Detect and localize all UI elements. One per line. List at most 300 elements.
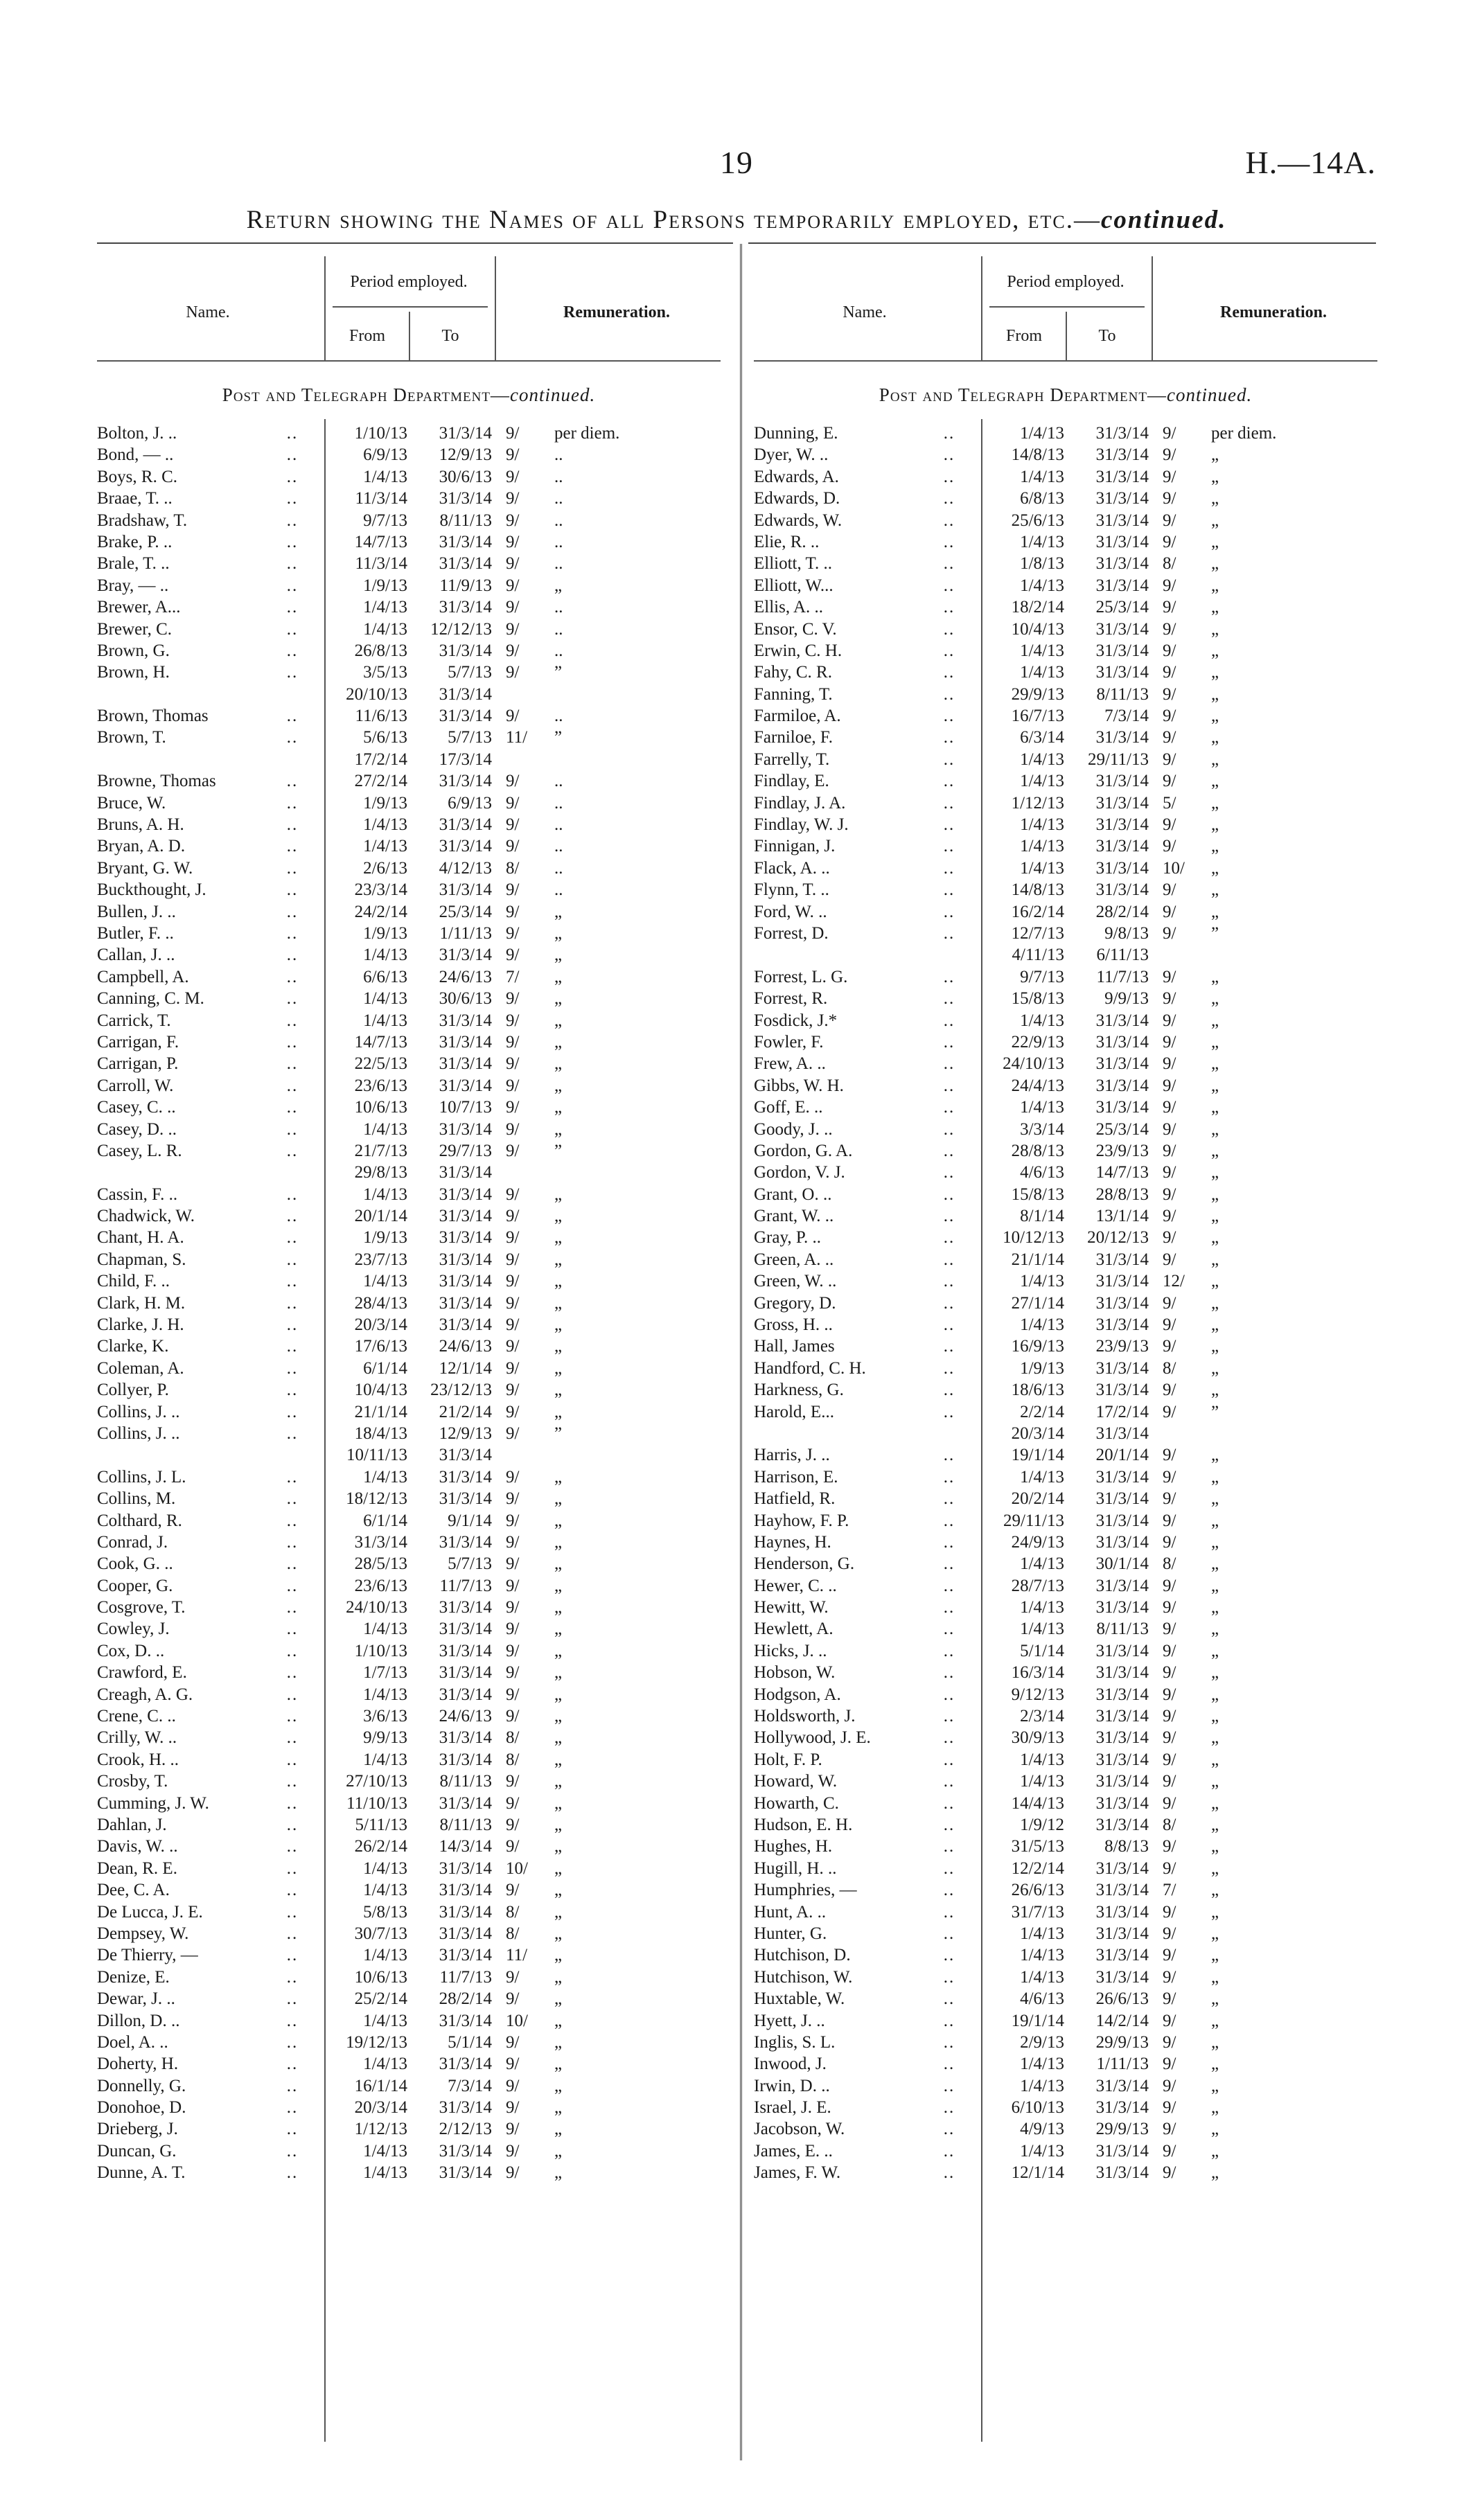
row-to: 31/3/14 xyxy=(1095,1750,1149,1769)
row-to: 25/3/14 xyxy=(439,902,492,921)
leader-dots: .. xyxy=(943,858,955,878)
leader-dots: .. xyxy=(286,1641,299,1660)
row-to: 6/9/13 xyxy=(448,793,492,813)
row-name: Edwards, A. xyxy=(754,467,839,486)
row-remuneration: 9/ xyxy=(506,641,520,660)
row-rate-unit: .. xyxy=(554,511,563,530)
row-name: Hughes, H. xyxy=(754,1837,833,1856)
row-to: 29/9/13 xyxy=(1095,2120,1149,2139)
row-to: 25/3/14 xyxy=(1095,598,1149,617)
row-to: 17/2/14 xyxy=(1095,1402,1149,1421)
row-to: 31/3/14 xyxy=(439,2011,492,2030)
row-name: Dunne, A. T. xyxy=(97,2163,186,2183)
row-to: 24/6/13 xyxy=(439,967,492,986)
leader-dots: .. xyxy=(943,923,955,943)
row-remuneration: 9/ xyxy=(506,489,520,508)
row-rate-unit: „ xyxy=(1211,1793,1219,1813)
row-remuneration: 9/ xyxy=(506,1076,520,1095)
leader-dots: .. xyxy=(286,1381,299,1400)
row-remuneration: 7/ xyxy=(506,967,520,986)
row-to: 12/9/13 xyxy=(439,1423,492,1443)
row-name: Cooper, G. xyxy=(97,1576,173,1595)
row-rate-unit: .. xyxy=(554,707,563,726)
row-name: Bray, — .. xyxy=(97,576,169,595)
row-remuneration: 9/ xyxy=(1163,1293,1176,1313)
row-to: 31/3/14 xyxy=(1095,1467,1149,1487)
row-to: 31/3/14 xyxy=(1095,511,1149,530)
row-from: 16/7/13 xyxy=(1011,707,1064,726)
row-from: 26/6/13 xyxy=(1011,1881,1064,1900)
table-row xyxy=(754,2162,1377,2183)
table-row xyxy=(754,1053,1377,1074)
row-from: 10/6/13 xyxy=(354,1098,407,1117)
row-name: James, F. W. xyxy=(754,2163,841,2183)
row-from: 4/9/13 xyxy=(1020,2120,1064,2139)
leader-dots: .. xyxy=(286,1423,299,1443)
row-name: Hudson, E. H. xyxy=(754,1816,853,1834)
row-name: Dean, R. E. xyxy=(97,1858,177,1878)
row-name: Bradshaw, T. xyxy=(97,511,188,530)
header-rule xyxy=(754,360,1377,362)
table-row xyxy=(97,1640,721,1662)
row-remuneration: 9/ xyxy=(1163,1663,1176,1683)
table-row xyxy=(97,575,721,596)
row-rate-unit: „ xyxy=(1211,1228,1219,1248)
row-remuneration: 9/ xyxy=(1163,1011,1176,1030)
row-from: 16/3/14 xyxy=(1011,1663,1064,1683)
row-name: Chapman, S. xyxy=(97,1250,186,1269)
row-rate-unit: „ xyxy=(554,1337,563,1356)
row-to: 31/3/14 xyxy=(1095,1816,1149,1834)
row-remuneration: 9/ xyxy=(506,2141,520,2160)
row-name: Huxtable, W. xyxy=(754,1989,845,2009)
row-name: Henderson, G. xyxy=(754,1554,855,1574)
leader-dots: .. xyxy=(286,1250,299,1269)
table-row xyxy=(97,1944,721,1966)
row-to: 31/3/14 xyxy=(439,1315,492,1335)
row-to: 9/1/14 xyxy=(448,1511,492,1530)
row-name: Finnigan, J. xyxy=(754,837,836,856)
row-name: Harris, J. .. xyxy=(754,1446,830,1465)
row-to: 31/3/14 xyxy=(439,424,492,443)
leader-dots: .. xyxy=(286,2098,299,2118)
table-row xyxy=(97,2053,721,2075)
row-rate-unit: „ xyxy=(554,946,563,965)
leader-dots: .. xyxy=(943,2011,955,2030)
leader-dots: .. xyxy=(943,707,955,726)
row-to: 20/1/14 xyxy=(1095,1446,1149,1465)
row-rate-unit: ” xyxy=(554,663,563,682)
row-remuneration: 9/ xyxy=(506,837,520,856)
table-row xyxy=(754,662,1377,683)
row-from: 1/4/13 xyxy=(1020,1467,1064,1487)
leader-dots: .. xyxy=(286,1489,299,1509)
row-rate-unit: .. xyxy=(554,619,563,639)
leader-dots: .. xyxy=(943,1076,955,1095)
row-rate-unit: „ xyxy=(1211,1750,1219,1769)
row-name: Bryant, G. W. xyxy=(97,858,193,878)
row-from: 26/8/13 xyxy=(354,641,407,660)
row-remuneration: 9/ xyxy=(1163,641,1176,660)
row-rate-unit: „ xyxy=(1211,1315,1219,1335)
row-rate-unit: „ xyxy=(554,1489,563,1509)
row-remuneration: 8/ xyxy=(506,1728,520,1748)
row-rate-unit: „ xyxy=(1211,1032,1219,1052)
row-remuneration: 9/ xyxy=(506,1816,520,1834)
row-rate-unit: „ xyxy=(554,1881,563,1900)
row-name: Goff, E. .. xyxy=(754,1098,823,1117)
row-remuneration: 9/ xyxy=(1163,815,1176,835)
row-name: Cox, D. .. xyxy=(97,1641,165,1660)
table-row xyxy=(754,1553,1377,1574)
leader-dots: .. xyxy=(943,1054,955,1074)
row-from: 31/7/13 xyxy=(1011,1902,1064,1922)
row-rate-unit: „ xyxy=(1211,1250,1219,1269)
row-name: Irwin, D. .. xyxy=(754,2076,830,2095)
row-from: 1/4/13 xyxy=(363,619,407,639)
row-to: 31/3/14 xyxy=(1095,532,1149,551)
row-from: 5/8/13 xyxy=(363,1902,407,1922)
header-rule xyxy=(97,360,721,362)
row-rate-unit: „ xyxy=(1211,1967,1219,1987)
row-to: 31/3/14 xyxy=(439,772,492,791)
row-to: 31/3/14 xyxy=(1095,1858,1149,1878)
row-remuneration: 9/ xyxy=(1163,2120,1176,2139)
row-from: 6/8/13 xyxy=(1020,489,1064,508)
row-remuneration: 9/ xyxy=(1163,1381,1176,1400)
row-rate-unit: „ xyxy=(1211,467,1219,486)
row-from: 4/6/13 xyxy=(1020,1163,1064,1182)
row-from: 1/4/13 xyxy=(1020,1554,1064,1574)
table-row xyxy=(97,749,721,770)
row-from: 1/7/13 xyxy=(363,1663,407,1683)
row-to: 31/3/14 xyxy=(1095,1685,1149,1704)
row-name: Gray, P. .. xyxy=(754,1228,821,1248)
row-from: 21/7/13 xyxy=(354,1141,407,1160)
row-remuneration: 9/ xyxy=(1163,1858,1176,1878)
row-from: 15/8/13 xyxy=(1011,1184,1064,1204)
row-remuneration: 9/ xyxy=(506,1141,520,1160)
row-name: Forrest, R. xyxy=(754,989,828,1009)
leader-dots: .. xyxy=(943,1467,955,1487)
row-from: 5/6/13 xyxy=(363,728,407,747)
table-row xyxy=(754,2075,1377,2097)
row-from: 1/9/13 xyxy=(1020,1358,1064,1378)
section-heading xyxy=(97,384,721,406)
row-from: 18/2/14 xyxy=(1011,598,1064,617)
row-to: 31/3/14 xyxy=(439,1207,492,1226)
row-name: Elie, R. .. xyxy=(754,532,820,551)
row-name: Creagh, A. G. xyxy=(97,1685,193,1704)
table-row xyxy=(754,814,1377,835)
table-row xyxy=(754,575,1377,596)
row-from: 1/12/13 xyxy=(354,2120,407,2139)
leader-dots: .. xyxy=(286,1793,299,1813)
row-rate-unit: „ xyxy=(1211,1163,1219,1182)
row-name: Clarke, K. xyxy=(97,1337,169,1356)
leader-dots: .. xyxy=(286,793,299,813)
table-row xyxy=(754,1140,1377,1162)
row-rate-unit: „ xyxy=(554,2076,563,2095)
row-remuneration: 9/ xyxy=(506,532,520,551)
row-to: 20/12/13 xyxy=(1087,1228,1149,1248)
row-remuneration: 9/ xyxy=(506,1184,520,1204)
row-rate-unit: .. xyxy=(554,532,563,551)
table-row xyxy=(754,749,1377,770)
row-rate-unit: „ xyxy=(1211,2163,1219,2183)
leader-dots: .. xyxy=(286,1032,299,1052)
leader-dots: .. xyxy=(943,1685,955,1704)
row-remuneration: 9/ xyxy=(1163,902,1176,921)
row-rate-unit: „ xyxy=(1211,1881,1219,1900)
right-panel xyxy=(754,242,1377,2508)
row-name: Doherty, H. xyxy=(97,2055,179,2074)
leader-dots: .. xyxy=(286,1054,299,1074)
leader-dots: .. xyxy=(943,445,955,465)
row-from: 1/4/13 xyxy=(1020,1772,1064,1791)
row-rate-unit: „ xyxy=(554,1467,563,1487)
table-row xyxy=(754,466,1377,488)
row-rate-unit: „ xyxy=(1211,1076,1219,1095)
row-name: Fowler, F. xyxy=(754,1032,824,1052)
table-row xyxy=(754,1814,1377,1836)
row-name: Inglis, S. L. xyxy=(754,2032,836,2052)
row-name: Dahlan, J. xyxy=(97,1816,167,1834)
row-remuneration: 10/ xyxy=(506,1858,528,1878)
row-remuneration: 9/ xyxy=(1163,2141,1176,2160)
row-to: 31/3/14 xyxy=(1095,1098,1149,1117)
row-to: 31/3/14 xyxy=(439,1881,492,1900)
row-name: Davis, W. .. xyxy=(97,1837,178,1856)
table-row xyxy=(754,531,1377,553)
leader-dots: .. xyxy=(943,815,955,835)
row-to: 31/3/14 xyxy=(439,1446,492,1465)
row-to: 31/3/14 xyxy=(1095,1358,1149,1378)
row-from: 1/4/13 xyxy=(363,1184,407,1204)
leader-dots: .. xyxy=(286,1098,299,1117)
row-remuneration: 9/ xyxy=(506,2098,520,2118)
row-to: 17/3/14 xyxy=(439,749,492,769)
row-name: De Lucca, J. E. xyxy=(97,1902,203,1922)
row-rate-unit: „ xyxy=(1211,793,1219,813)
row-remuneration: 8/ xyxy=(1163,1816,1176,1834)
leader-dots: .. xyxy=(943,1358,955,1378)
row-rate-unit: „ xyxy=(1211,880,1219,900)
row-name: Edwards, D. xyxy=(754,489,840,508)
row-remuneration: 9/ xyxy=(1163,1184,1176,1204)
leader-dots: .. xyxy=(286,467,299,486)
row-rate-unit: .. xyxy=(554,858,563,878)
row-name: Campbell, A. xyxy=(97,967,189,986)
row-name: Hayhow, F. P. xyxy=(754,1511,849,1530)
row-remuneration: 9/ xyxy=(506,424,520,443)
leader-dots: .. xyxy=(943,2120,955,2139)
row-rate-unit: „ xyxy=(554,1032,563,1052)
row-from: 26/2/14 xyxy=(354,1837,407,1856)
row-name: Farrelly, T. xyxy=(754,749,830,769)
row-rate-unit: „ xyxy=(554,1989,563,2009)
row-remuneration: 9/ xyxy=(506,1772,520,1791)
row-rate-unit: „ xyxy=(1211,1663,1219,1683)
leader-dots: .. xyxy=(286,598,299,617)
row-rate-unit: „ xyxy=(1211,1576,1219,1595)
row-from: 1/4/13 xyxy=(1020,837,1064,856)
table-row xyxy=(97,705,721,727)
row-to: 31/3/14 xyxy=(439,815,492,835)
leader-dots: .. xyxy=(286,1511,299,1530)
table-row xyxy=(97,1270,721,1292)
row-rate-unit: „ xyxy=(1211,1554,1219,1574)
leader-dots: .. xyxy=(943,2141,955,2160)
row-from: 10/6/13 xyxy=(354,1967,407,1987)
leader-dots: .. xyxy=(286,1728,299,1748)
row-rate-unit: „ xyxy=(554,1054,563,1074)
table-row xyxy=(754,1293,1377,1314)
row-name: Carrigan, F. xyxy=(97,1032,179,1052)
row-to: 31/3/14 xyxy=(439,2163,492,2183)
row-from: 9/9/13 xyxy=(363,1728,407,1748)
row-remuneration: 9/ xyxy=(506,1881,520,1900)
row-to: 31/3/14 xyxy=(1095,445,1149,465)
row-remuneration: 9/ xyxy=(1163,1924,1176,1943)
row-name: Grant, W. .. xyxy=(754,1207,834,1226)
row-rate-unit: „ xyxy=(554,1663,563,1683)
leader-dots: .. xyxy=(943,902,955,921)
row-remuneration: 9/ xyxy=(506,576,520,595)
row-name: Hobson, W. xyxy=(754,1663,836,1683)
row-from: 14/7/13 xyxy=(354,1032,407,1052)
row-remuneration: 5/ xyxy=(1163,793,1176,813)
leader-dots: .. xyxy=(943,793,955,813)
row-rate-unit: .. xyxy=(554,489,563,508)
table-row xyxy=(97,901,721,923)
row-name: Cassin, F. .. xyxy=(97,1184,178,1204)
row-rate-unit: „ xyxy=(1211,1184,1219,1204)
row-name: Ensor, C. V. xyxy=(754,619,837,639)
row-to: 5/7/13 xyxy=(448,663,492,682)
row-rate-unit: „ xyxy=(1211,576,1219,595)
header-to: To xyxy=(1098,327,1116,345)
row-to: 31/3/14 xyxy=(439,1620,492,1639)
row-from: 24/10/13 xyxy=(1003,1054,1064,1074)
table-row xyxy=(754,1771,1377,1792)
row-from: 20/10/13 xyxy=(346,684,407,704)
row-to: 31/3/14 xyxy=(439,1685,492,1704)
table-row xyxy=(754,1358,1377,1379)
leader-dots: .. xyxy=(943,1293,955,1313)
leader-dots: .. xyxy=(286,2076,299,2095)
row-rate-unit: „ xyxy=(554,923,563,943)
row-from: 2/3/14 xyxy=(1020,1707,1064,1726)
leader-dots: .. xyxy=(943,1119,955,1139)
row-name: Hunt, A. .. xyxy=(754,1902,827,1922)
header-rule xyxy=(409,312,410,360)
row-from: 14/7/13 xyxy=(354,532,407,551)
row-to: 4/12/13 xyxy=(439,858,492,878)
row-to: 31/3/14 xyxy=(439,1641,492,1660)
row-from: 1/4/13 xyxy=(1020,2055,1064,2074)
row-to: 31/3/14 xyxy=(1095,1076,1149,1095)
leader-dots: .. xyxy=(286,923,299,943)
leader-dots: .. xyxy=(286,1772,299,1791)
row-name: Harold, E... xyxy=(754,1402,834,1421)
row-remuneration: 9/ xyxy=(506,923,520,943)
row-remuneration: 9/ xyxy=(1163,1337,1176,1356)
row-to: 31/3/14 xyxy=(1095,576,1149,595)
row-rate-unit: per diem. xyxy=(554,424,620,443)
row-rate-unit: .. xyxy=(554,467,563,486)
row-to: 12/12/13 xyxy=(430,619,492,639)
row-name: Hugill, H. .. xyxy=(754,1858,837,1878)
row-name: Flynn, T. .. xyxy=(754,880,829,900)
table-row xyxy=(97,640,721,662)
row-to: 28/2/14 xyxy=(1095,902,1149,921)
header-from: From xyxy=(349,327,385,345)
row-name: Cumming, J. W. xyxy=(97,1793,209,1813)
row-to: 31/3/14 xyxy=(1095,1728,1149,1748)
row-from: 1/10/13 xyxy=(354,424,407,443)
leader-dots: .. xyxy=(943,772,955,791)
row-name: Bullen, J. .. xyxy=(97,902,176,921)
row-to: 31/3/14 xyxy=(1095,1250,1149,1269)
table-row xyxy=(97,1293,721,1314)
row-from: 1/4/13 xyxy=(363,989,407,1009)
table-row xyxy=(97,553,721,574)
row-remuneration: 9/ xyxy=(1163,1163,1176,1182)
row-to: 31/3/14 xyxy=(1095,815,1149,835)
table-row xyxy=(754,705,1377,727)
row-remuneration: 9/ xyxy=(506,1620,520,1639)
row-from: 1/4/13 xyxy=(1020,815,1064,835)
row-to: 31/3/14 xyxy=(439,1011,492,1030)
row-to: 8/11/13 xyxy=(439,1816,492,1834)
row-name: Forrest, D. xyxy=(754,923,829,943)
leader-dots: .. xyxy=(943,1967,955,1987)
leader-dots: .. xyxy=(286,1011,299,1030)
table-row xyxy=(754,1249,1377,1270)
row-from: 10/4/13 xyxy=(354,1381,407,1400)
table-row xyxy=(97,1488,721,1509)
row-rate-unit: „ xyxy=(1211,511,1219,530)
row-to: 31/3/14 xyxy=(1095,1881,1149,1900)
row-to: 5/7/13 xyxy=(448,1554,492,1574)
table-row xyxy=(97,1923,721,1944)
leader-dots: .. xyxy=(943,1793,955,1813)
section-emphasis: continued. xyxy=(1166,384,1253,405)
table-row xyxy=(97,1249,721,1270)
leader-dots: .. xyxy=(286,1620,299,1639)
row-to: 1/11/13 xyxy=(1096,2055,1149,2074)
header-period: Period employed. xyxy=(1007,273,1124,291)
row-from: 1/4/13 xyxy=(1020,749,1064,769)
row-from: 12/2/14 xyxy=(1011,1858,1064,1878)
table-row xyxy=(754,1119,1377,1140)
leader-dots: .. xyxy=(943,1228,955,1248)
table-row xyxy=(97,619,721,640)
table-row xyxy=(97,835,721,857)
leader-dots: .. xyxy=(943,663,955,682)
row-to: 31/3/14 xyxy=(439,1858,492,1878)
leader-dots: .. xyxy=(943,1902,955,1922)
leader-dots: .. xyxy=(286,1816,299,1834)
row-to: 31/3/14 xyxy=(439,1902,492,1922)
row-from: 20/3/14 xyxy=(354,1315,407,1335)
row-remuneration: 9/ xyxy=(506,1337,520,1356)
row-to: 31/3/14 xyxy=(439,1946,492,1965)
row-to: 31/3/14 xyxy=(1095,1293,1149,1313)
leader-dots: .. xyxy=(943,641,955,660)
row-name: Haynes, H. xyxy=(754,1532,831,1552)
